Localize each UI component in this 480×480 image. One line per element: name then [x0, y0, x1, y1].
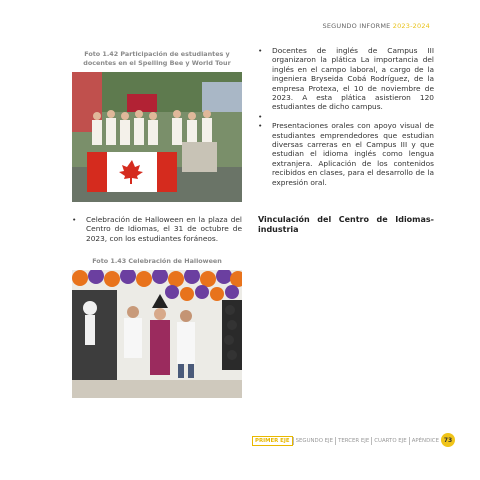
talk-bullet: • Docentes de inglés de Campus III organizaron la plática La importancia del inglés en el campo laboral, a cargo de la ingeniera Bryseida Cobá Rodríguez, de la empresa Protexa, el 10 de noviembre de 2023. A esta plática asistieron 120 estudiantes de dicho campus.: [258, 46, 434, 112]
footer-navigation: [252, 436, 441, 446]
footer-tab-primer-eje[interactable]: PRIMER EJE: [252, 436, 293, 446]
halloween-photo: [72, 270, 242, 398]
header-title: SEGUNDO INFORME: [322, 22, 391, 30]
halloween-bullet: • Celebración de Halloween en la plaza del Centro de Idiomas, el 31 de octubre de 2023, con los estudiantes foráneos.: [72, 215, 242, 243]
footer-tab-segundo-eje[interactable]: SEGUNDO EJE: [293, 437, 336, 445]
footer-tab-tercer-eje[interactable]: TERCER EJE: [335, 437, 371, 445]
spelling-bee-photo: [72, 72, 242, 202]
header-year: 2023-2024: [392, 22, 430, 30]
photo-caption-1-42: Foto 1.42 Participación de estudiantes y docentes en el Spelling Bee y World Tour: [83, 50, 231, 67]
right-bullet-list: [258, 46, 434, 187]
footer-tab-cuarto-eje[interactable]: CUARTO EJE: [371, 437, 408, 445]
left-bullet-list: [72, 215, 242, 243]
footer-tab-apendice[interactable]: APÉNDICE: [409, 437, 441, 445]
report-header: [323, 22, 430, 30]
empty-bullet: [258, 112, 434, 121]
photo-caption-1-43: Foto 1.43 Celebración de Halloween: [92, 257, 222, 265]
section-heading: Vinculación del Centro de Idiomas-industria: [258, 215, 434, 234]
page-number: 73: [441, 433, 455, 447]
presentations-bullet: • Presentaciones orales con apoyo visual de estudiantes emprendedores que estudian diversas carreras en el Campus III y que estudian el idioma inglés como lengua extranjera. Aplicación de los contenidos recibidos en clases, para el desarrollo de la expresión oral.: [258, 121, 434, 187]
